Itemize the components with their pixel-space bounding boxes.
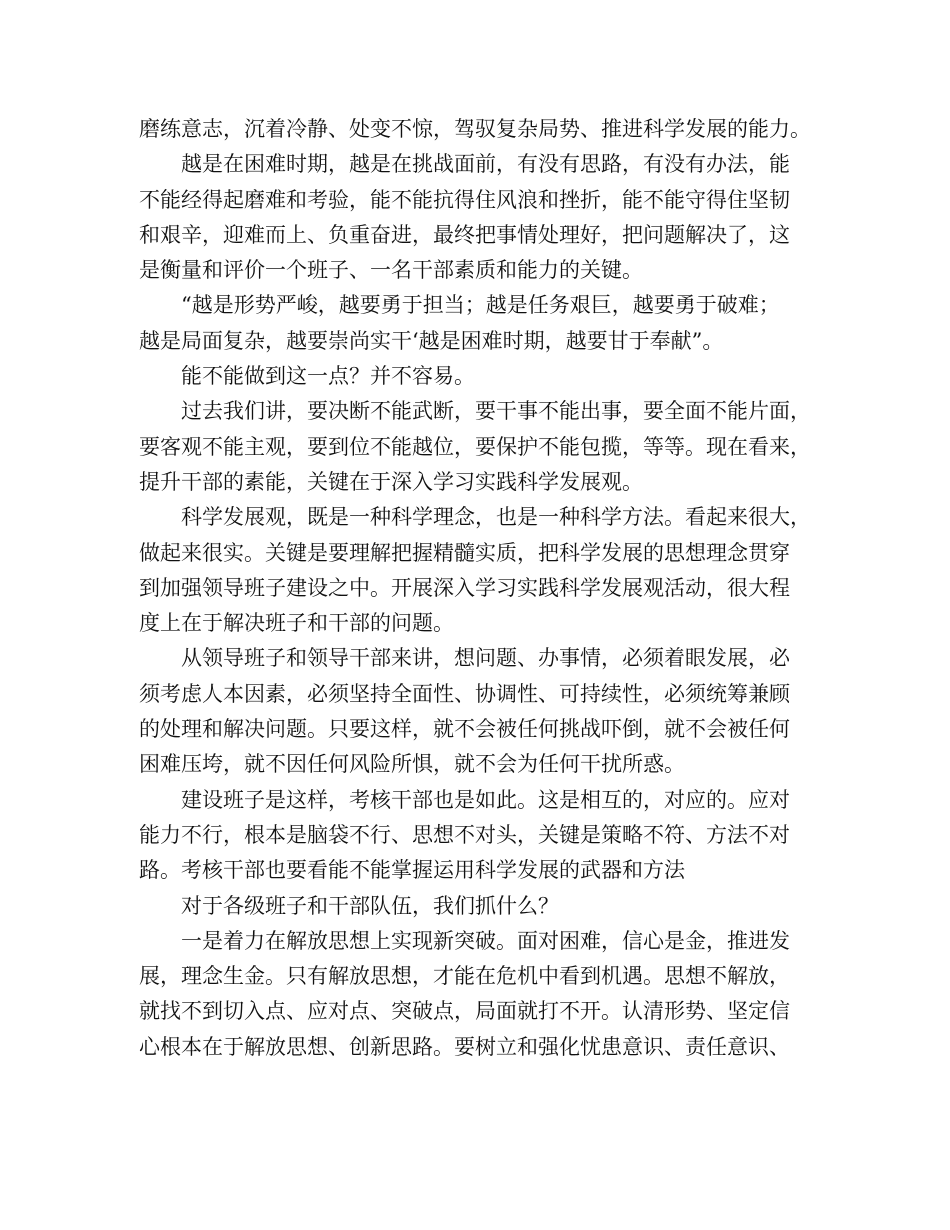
text-line: 到加强领导班子建设之中。开展深入学习实践科学发展观活动，很大程 bbox=[139, 575, 790, 600]
text-line: 能力不行，根本是脑袋不行、思想不对头，关键是策略不符、方法不对 bbox=[139, 822, 790, 847]
paragraph-start-line: 科学发展观，既是一种科学理念，也是一种科学方法。看起来很大， bbox=[181, 505, 811, 530]
text-line: 越是局面复杂，越要崇尚实干‘越是困难时期，越要甘于奉献”。 bbox=[139, 328, 724, 353]
text-line: 和艰辛，迎难而上、负重奋进，最终把事情处理好，把问题解决了，这 bbox=[139, 222, 790, 247]
text-line: 困难压垮，就不因任何风险所惧，就不会为任何干扰所惑。 bbox=[139, 752, 685, 777]
paragraph-start-line: 建设班子是这样，考核干部也是如此。这是相互的，对应的。应对 bbox=[181, 787, 790, 812]
paragraph-start-line: 能不能做到这一点？并不容易。 bbox=[181, 364, 475, 389]
text-line: 要客观不能主观，要到位不能越位，要保护不能包揽，等等。现在看来， bbox=[139, 434, 811, 459]
text-line: 是衡量和评价一个班子、一名干部素质和能力的关键。 bbox=[139, 258, 643, 283]
paragraph-start-line: 一是着力在解放思想上实现新突破。面对困难，信心是金，推进发 bbox=[181, 928, 790, 953]
text-line: 不能经得起磨难和考验，能不能抗得住风浪和挫折，能不能守得住坚韧 bbox=[139, 187, 790, 212]
paragraph-start-line: 过去我们讲，要决断不能武断，要干事不能出事，要全面不能片面， bbox=[181, 399, 811, 424]
text-line: 心根本在于解放思想、创新思路。要树立和强化忧患意识、责任意识、 bbox=[139, 1034, 790, 1059]
paragraph-start-line: 越是在困难时期，越是在挑战面前，有没有思路，有没有办法，能 bbox=[181, 152, 790, 177]
text-line: 展，理念生金。只有解放思想，才能在危机中看到机遇。思想不解放， bbox=[139, 964, 790, 989]
text-line: 的处理和解决问题。只要这样，就不会被任何挑战吓倒，就不会被任何 bbox=[139, 717, 790, 742]
paragraph-start-line: 从领导班子和领导干部来讲，想问题、办事情，必须着眼发展，必 bbox=[181, 646, 790, 671]
text-line: 提升干部的素能，关键在于深入学习实践科学发展观。 bbox=[139, 469, 643, 494]
text-line: 磨练意志，沉着冷静、处变不惊，驾驭复杂局势、推进科学发展的能力。 bbox=[139, 117, 811, 141]
paragraph-start-line: “越是形势严峻，越要勇于担当；越是任务艰巨，越要勇于破难； bbox=[181, 293, 780, 318]
text-line: 度上在于解决班子和干部的问题。 bbox=[139, 611, 454, 636]
text-line: 须考虑人本因素，必须坚持全面性、协调性、可持续性，必须统筹兼顾 bbox=[139, 681, 790, 706]
text-line: 做起来很实。关键是要理解把握精髓实质，把科学发展的思想理念贯穿 bbox=[139, 540, 790, 565]
text-line: 就找不到切入点、应对点、突破点，局面就打不开。认清形势、坚定信 bbox=[139, 999, 790, 1024]
paragraph-start-line: 对于各级班子和干部队伍，我们抓什么？ bbox=[181, 893, 559, 918]
text-line: 路。考核干部也要看能不能掌握运用科学发展的武器和方法 bbox=[139, 858, 685, 883]
body-text bbox=[139, 112, 819, 1065]
